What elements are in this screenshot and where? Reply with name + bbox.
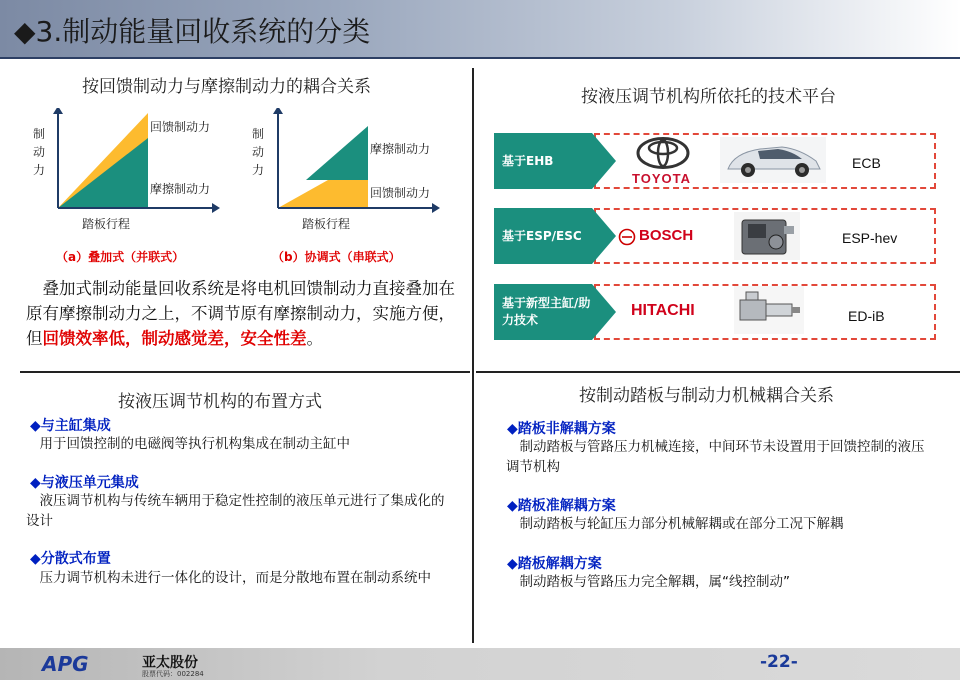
chart-a-ylabel: 制 动 力 (33, 127, 46, 177)
chart-b-lower-area (278, 180, 368, 208)
chart-b-lower-label: 回馈制动力 (370, 186, 431, 200)
bosch-logo-text: BOSCH (639, 227, 694, 244)
q4-item-1-title: ◆踏板非解耦方案 (507, 421, 616, 437)
prius-car-image (720, 137, 826, 183)
chart-b-upper-label: 摩擦制动力 (370, 142, 431, 156)
chart-b-upper-area (306, 126, 368, 180)
edib-unit-image (734, 286, 804, 334)
chart-a-caption: （a）叠加式（并联式） (56, 250, 185, 264)
platform-label-ehb: 基于EHB (502, 153, 554, 168)
platform-row-esp (494, 208, 934, 264)
q2-title: 按液压调节机构所依托的技术平台 (581, 87, 836, 107)
chart-b-xlabel: 踏板行程 (302, 217, 351, 231)
platform-code-ed-ib: ED-iB (848, 308, 885, 324)
q1-paragraph-end: 。 (306, 329, 323, 348)
hitachi-logo-text: HITACHI (631, 302, 695, 319)
q1-title: 按回馈制动力与摩擦制动力的耦合关系 (82, 77, 371, 97)
header-divider (0, 57, 960, 59)
chart-a-lower-area (58, 138, 148, 208)
q4-title: 按制动踏板与制动力机械耦合关系 (579, 386, 834, 406)
q3-item-2-text: 液压调节机构与传统车辆用于稳定性控制的液压单元进行了集成化的设计 (26, 493, 445, 529)
q3-item-3-text: 压力调节机构未进行一体化的设计，而是分散地布置在制动系统中 (26, 570, 431, 586)
toyota-emblem-icon (636, 137, 690, 169)
q4-item-1-text: 制动踏板与管路压力机械连接，中间环节未设置用于回馈控制的液压调节机构 (506, 439, 925, 475)
q4-item-3-text: 制动踏板与管路压力完全解耦，属“线控制动” (506, 574, 790, 590)
header-bar (0, 0, 960, 57)
apg-logo: APG (42, 652, 89, 676)
page-number: -22- (760, 652, 798, 672)
chart-b-ylabel: 制 动 力 (252, 127, 265, 177)
q3-item-2-title: ◆与液压单元集成 (30, 475, 139, 491)
q4-item-2-title: ◆踏板准解耦方案 (507, 498, 616, 514)
toyota-logo-text: TOYOTA (632, 171, 691, 186)
q3-item-1-title: ◆与主缸集成 (30, 418, 111, 434)
footer-bar (0, 648, 960, 680)
q3-item-3-title: ◆分散式布置 (30, 551, 111, 567)
stock-code: 股票代码：002284 (142, 670, 204, 678)
q1-paragraph-highlight: 回馈效率低，制动感觉差，安全性差 (42, 329, 307, 348)
platform-row-new-master-cylinder (494, 284, 934, 340)
platform-code-ecb: ECB (852, 155, 881, 171)
platform-code-esp-hev: ESP-hev (842, 230, 898, 246)
chart-b-caption: （b）协调式（串联式） (272, 250, 401, 264)
bosch-armature-icon (618, 228, 636, 246)
chart-a-xlabel: 踏板行程 (82, 217, 131, 231)
q1-paragraph-text: 叠加式制动能量回收系统是将电机回馈制动力直接叠加在原有摩擦制动力之上，不调节原有摩擦制动力，实施方便，但 (26, 279, 455, 348)
q4-item-2-text: 制动踏板与轮缸压力部分机械解耦或在部分工况下解耦 (506, 516, 844, 532)
vertical-divider (472, 68, 474, 643)
platform-row-ehb (494, 133, 934, 189)
chart-a-upper-label: 回馈制动力 (150, 120, 211, 134)
q4-item-3-title: ◆踏板解耦方案 (507, 556, 602, 572)
platform-label-esp: 基于ESP/ESC (502, 228, 582, 243)
esp-unit-image (734, 212, 800, 260)
page-title: ◆3.制动能量回收系统的分类 (14, 15, 371, 48)
q3-title: 按液压调节机构的布置方式 (118, 392, 322, 412)
q1-paragraph (26, 276, 470, 351)
q3-item-1-text: 用于回馈控制的电磁阀等执行机构集成在制动主缸中 (26, 436, 350, 452)
chart-a-lower-label: 摩擦制动力 (150, 182, 211, 196)
platform-label-new-master-cylinder: 基于新型主缸/助力技术 (502, 296, 591, 327)
horizontal-divider-right (476, 371, 960, 373)
horizontal-divider-left (20, 371, 470, 373)
company-name: 亚太股份 (142, 655, 198, 671)
